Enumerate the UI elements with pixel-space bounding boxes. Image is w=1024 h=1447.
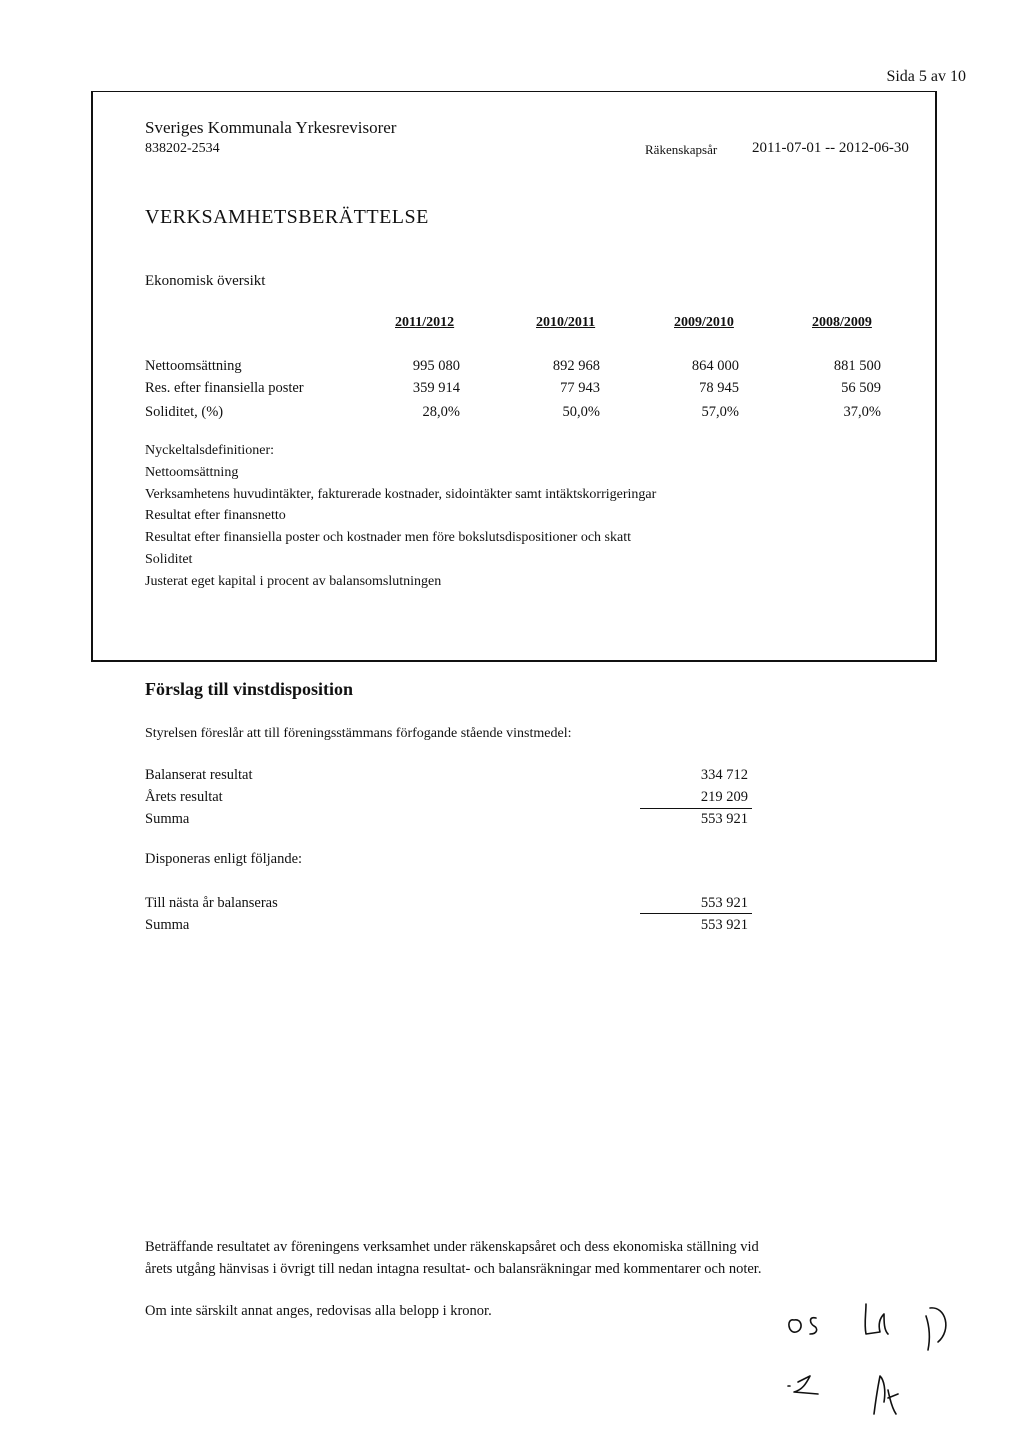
profit-proposal-heading: Förslag till vinstdisposition: [145, 679, 354, 699]
disposition-item-amount: 553 921: [700, 895, 748, 911]
row-label: Soliditet, (%): [145, 404, 224, 420]
proposal-item-amount: 219 209: [700, 789, 748, 805]
organization-name: Sveriges Kommunala Yrkesrevisorer: [145, 118, 397, 137]
year-header: 2010/2011: [536, 315, 596, 330]
row-value: 995 080: [412, 358, 460, 374]
definitions-heading: Nyckeltalsdefinitioner:: [145, 443, 275, 458]
overview-heading: Ekonomisk översikt: [145, 273, 266, 289]
proposal-item-amount: 334 712: [700, 767, 748, 783]
proposal-item-label: Årets resultat: [145, 789, 223, 805]
report-title: VERKSAMHETSBERÄTTELSE: [145, 206, 429, 228]
row-value: 37,0%: [843, 404, 881, 420]
row-value: 77 943: [560, 380, 600, 396]
definition-line: Verksamhetens huvudintäkter, fakturerade kostnader, sidointäkter samt intäktskorrigeringar: [145, 486, 657, 502]
disposition-item-label: Summa: [145, 917, 190, 933]
disposition-heading: Disponeras enligt följande:: [145, 851, 303, 867]
row-value: 28,0%: [422, 404, 460, 420]
row-value: 57,0%: [701, 404, 739, 420]
row-value: 50,0%: [562, 404, 600, 420]
footer-note-line: Beträffande resultatet av föreningens verksamhet under räkenskapsåret och dess ekonomiska ställning vid: [145, 1239, 759, 1255]
proposal-item-label: Balanserat resultat: [145, 767, 253, 783]
proposal-item-amount: 553 921: [700, 811, 748, 827]
definition-line: Justerat eget kapital i procent av balansomslutningen: [145, 573, 442, 589]
sum-rule: [640, 808, 752, 809]
year-header: 2011/2012: [395, 315, 455, 330]
sum-rule: [640, 913, 752, 914]
profit-proposal-intro: Styrelsen föreslår att till föreningsstämmans förfogande stående vinstmedel:: [145, 726, 572, 741]
definitions-block: [145, 440, 656, 593]
disposition-item-label: Till nästa år balanseras: [145, 895, 278, 911]
disposition-item-amount: 553 921: [700, 917, 748, 933]
page-number: Sida 5 av 10: [886, 68, 966, 85]
definition-line: Resultat efter finansiella poster och kostnader men före bokslutsdispositioner och skatt: [145, 530, 631, 546]
row-label: Res. efter finansiella poster: [145, 380, 304, 396]
row-value: 359 914: [412, 380, 460, 396]
year-header: 2009/2010: [674, 315, 734, 330]
definition-line: Nettoomsättning: [145, 464, 239, 480]
row-value: 864 000: [691, 358, 739, 374]
handwritten-signature: [780, 1290, 970, 1430]
row-value: 56 509: [841, 380, 881, 396]
year-header: 2008/2009: [812, 315, 872, 330]
row-label: Nettoomsättning: [145, 358, 242, 374]
currency-note: Om inte särskilt annat anges, redovisas alla belopp i kronor.: [145, 1303, 492, 1319]
footer-note-line: årets utgång hänvisas i övrigt till nedan intagna resultat- och balansräkningar med kommentarer och noter.: [145, 1261, 762, 1277]
organization-number: 838202-2534: [145, 141, 220, 156]
fiscal-year-label: Räkenskapsår: [645, 142, 718, 157]
proposal-item-label: Summa: [145, 811, 190, 827]
definition-line: Resultat efter finansnetto: [145, 508, 286, 524]
definition-line: Soliditet: [145, 551, 193, 567]
row-value: 881 500: [833, 358, 881, 374]
row-value: 892 968: [552, 358, 600, 374]
fiscal-year-range: 2011-07-01 -- 2012-06-30: [752, 140, 909, 156]
row-value: 78 945: [699, 380, 739, 396]
